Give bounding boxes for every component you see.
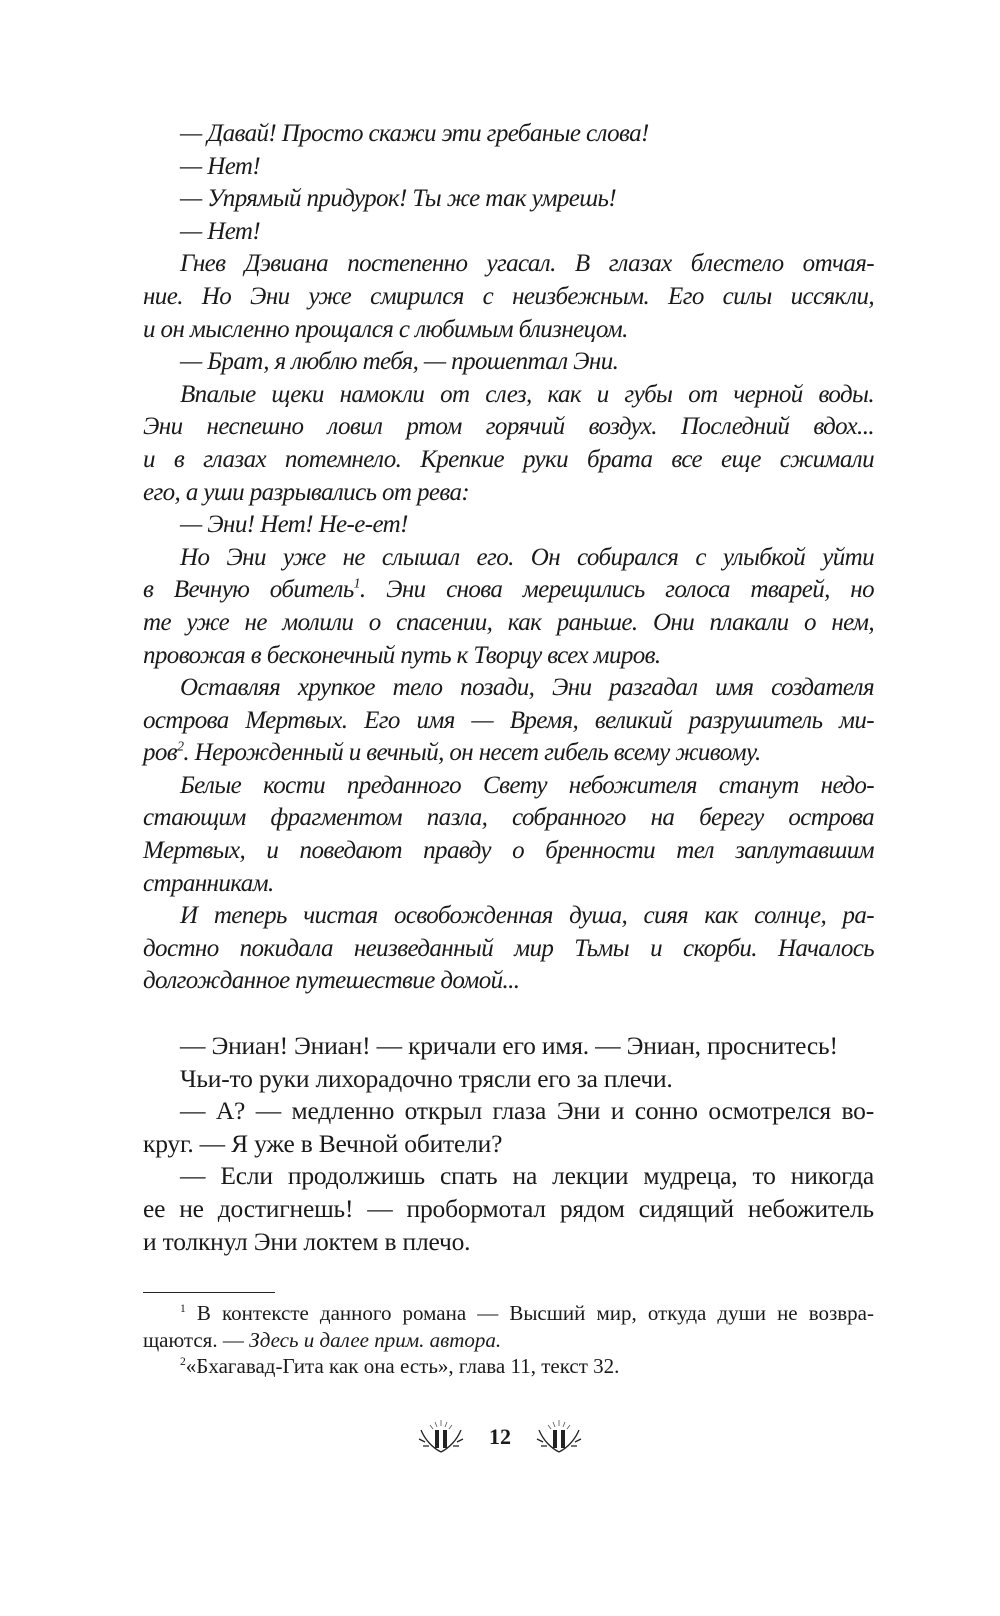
ornament-left-icon: [415, 1418, 467, 1456]
text-line: его, а уши разрывались от рева:: [143, 478, 470, 506]
text-line: Чьи-то руки лихорадочно трясли его за плечи.: [180, 1063, 673, 1093]
text-line: долгожданное путешествие домой...: [143, 967, 520, 995]
footnote-2: [143, 1353, 874, 1380]
body-text: [143, 118, 874, 1258]
text-line: круг. — Я уже в Вечной обители?: [143, 1128, 503, 1158]
text-line: в Вечную обитель$^1$. Эни снова мерещились голоса тварей, но: [143, 575, 874, 604]
footnote-divider: [143, 1292, 275, 1293]
text-line: — Нет!: [180, 152, 261, 180]
text-line: провожая в бесконечный путь к Творцу всех миров.: [143, 641, 661, 669]
text-line: и он мысленно прощался с любимым близнецом.: [143, 315, 628, 343]
text-line: достно покидала неизведанный мир Тьмы и скорби. Началось: [143, 934, 874, 962]
text-line: — Если продолжишь спать на лекции мудреца, то никогда: [180, 1161, 874, 1191]
footnote-attribution: Здесь и далее прим. автора.: [249, 1327, 502, 1352]
text-line: Оставляя хрупкое тело позади, Эни разгадал имя создателя: [180, 674, 874, 702]
text-line: И теперь чистая освобожденная душа, сияя как солнце, ра-: [180, 902, 874, 930]
text-line: Белые кости преданного Свету небожителя станут недо-: [180, 771, 874, 799]
footnotes: [143, 1300, 874, 1380]
footnote-text: В контексте данного романа — Высший мир, откуда души не возвра-: [185, 1301, 874, 1325]
text-line: — Эниан! Эниан! — кричали его имя. — Эниан, проснитесь!: [180, 1031, 838, 1061]
footnote-1-cont: [143, 1327, 874, 1354]
text-line: ров$^2$. Нерожденный и вечный, он несет гибель всему живому.: [143, 738, 761, 767]
text-line: — Давай! Просто скажи эти гребаные слова!: [180, 120, 649, 147]
section-gap: [143, 998, 874, 1030]
footnote-text: «Бхагавад-Гита как она есть», глава 11, текст 32.: [185, 1354, 620, 1378]
text-line: ние. Но Эни уже смирился с неизбежным. Его силы иссякли,: [143, 282, 874, 310]
text-line: острова Мертвых. Его имя — Время, великий разрушитель ми-: [143, 706, 874, 734]
text-line: — А? — медленно открыл глаза Эни и сонно осмотрелся во-: [180, 1096, 874, 1126]
text-line: — Упрямый придурок! Ты же так умрешь!: [180, 185, 617, 213]
page-number: 12: [489, 1424, 511, 1449]
text-line: и в глазах потемнело. Крепкие руки брата все еще сжимали: [143, 445, 874, 473]
text-line: Мертвых, и поведают правду о бренности тел заплутавшим: [143, 837, 874, 865]
footnote-1: [143, 1300, 874, 1327]
text-line: Эни неспешно ловил ртом горячий воздух. Последний вдох...: [143, 413, 874, 441]
page-footer: [0, 1418, 1000, 1456]
text-line: те уже не молили о спасении, как раньше. Они плакали о нем,: [143, 608, 874, 636]
ornament-right-icon: [533, 1418, 585, 1456]
text-line: и толкнул Эни локтем в плечо.: [143, 1226, 471, 1256]
text-line: Впалые щеки намокли от слез, как и губы от черной воды.: [180, 380, 874, 408]
text-line: стающим фрагментом пазла, собранного на берегу острова: [143, 804, 874, 832]
text-line: — Нет!: [180, 217, 261, 245]
footnote-mark: 1: [180, 1302, 186, 1315]
text-line: ее не достигнешь! — пробормотал рядом сидящий небожитель: [143, 1194, 874, 1223]
text-line: странникам.: [143, 869, 274, 897]
text-line: — Брат, я люблю тебя, — прошептал Эни.: [180, 348, 619, 376]
text-line: — Эни! Нет! Не-е-ет!: [180, 511, 408, 539]
text-line: Гнев Дэвиана постепенно угасал. В глазах блестело отчая-: [180, 250, 874, 278]
footnote-text: щаются. —: [143, 1327, 250, 1352]
text-line: Но Эни уже не слышал его. Он собирался с улыбкой уйти: [180, 543, 874, 571]
footnote-mark: 2: [180, 1355, 186, 1368]
